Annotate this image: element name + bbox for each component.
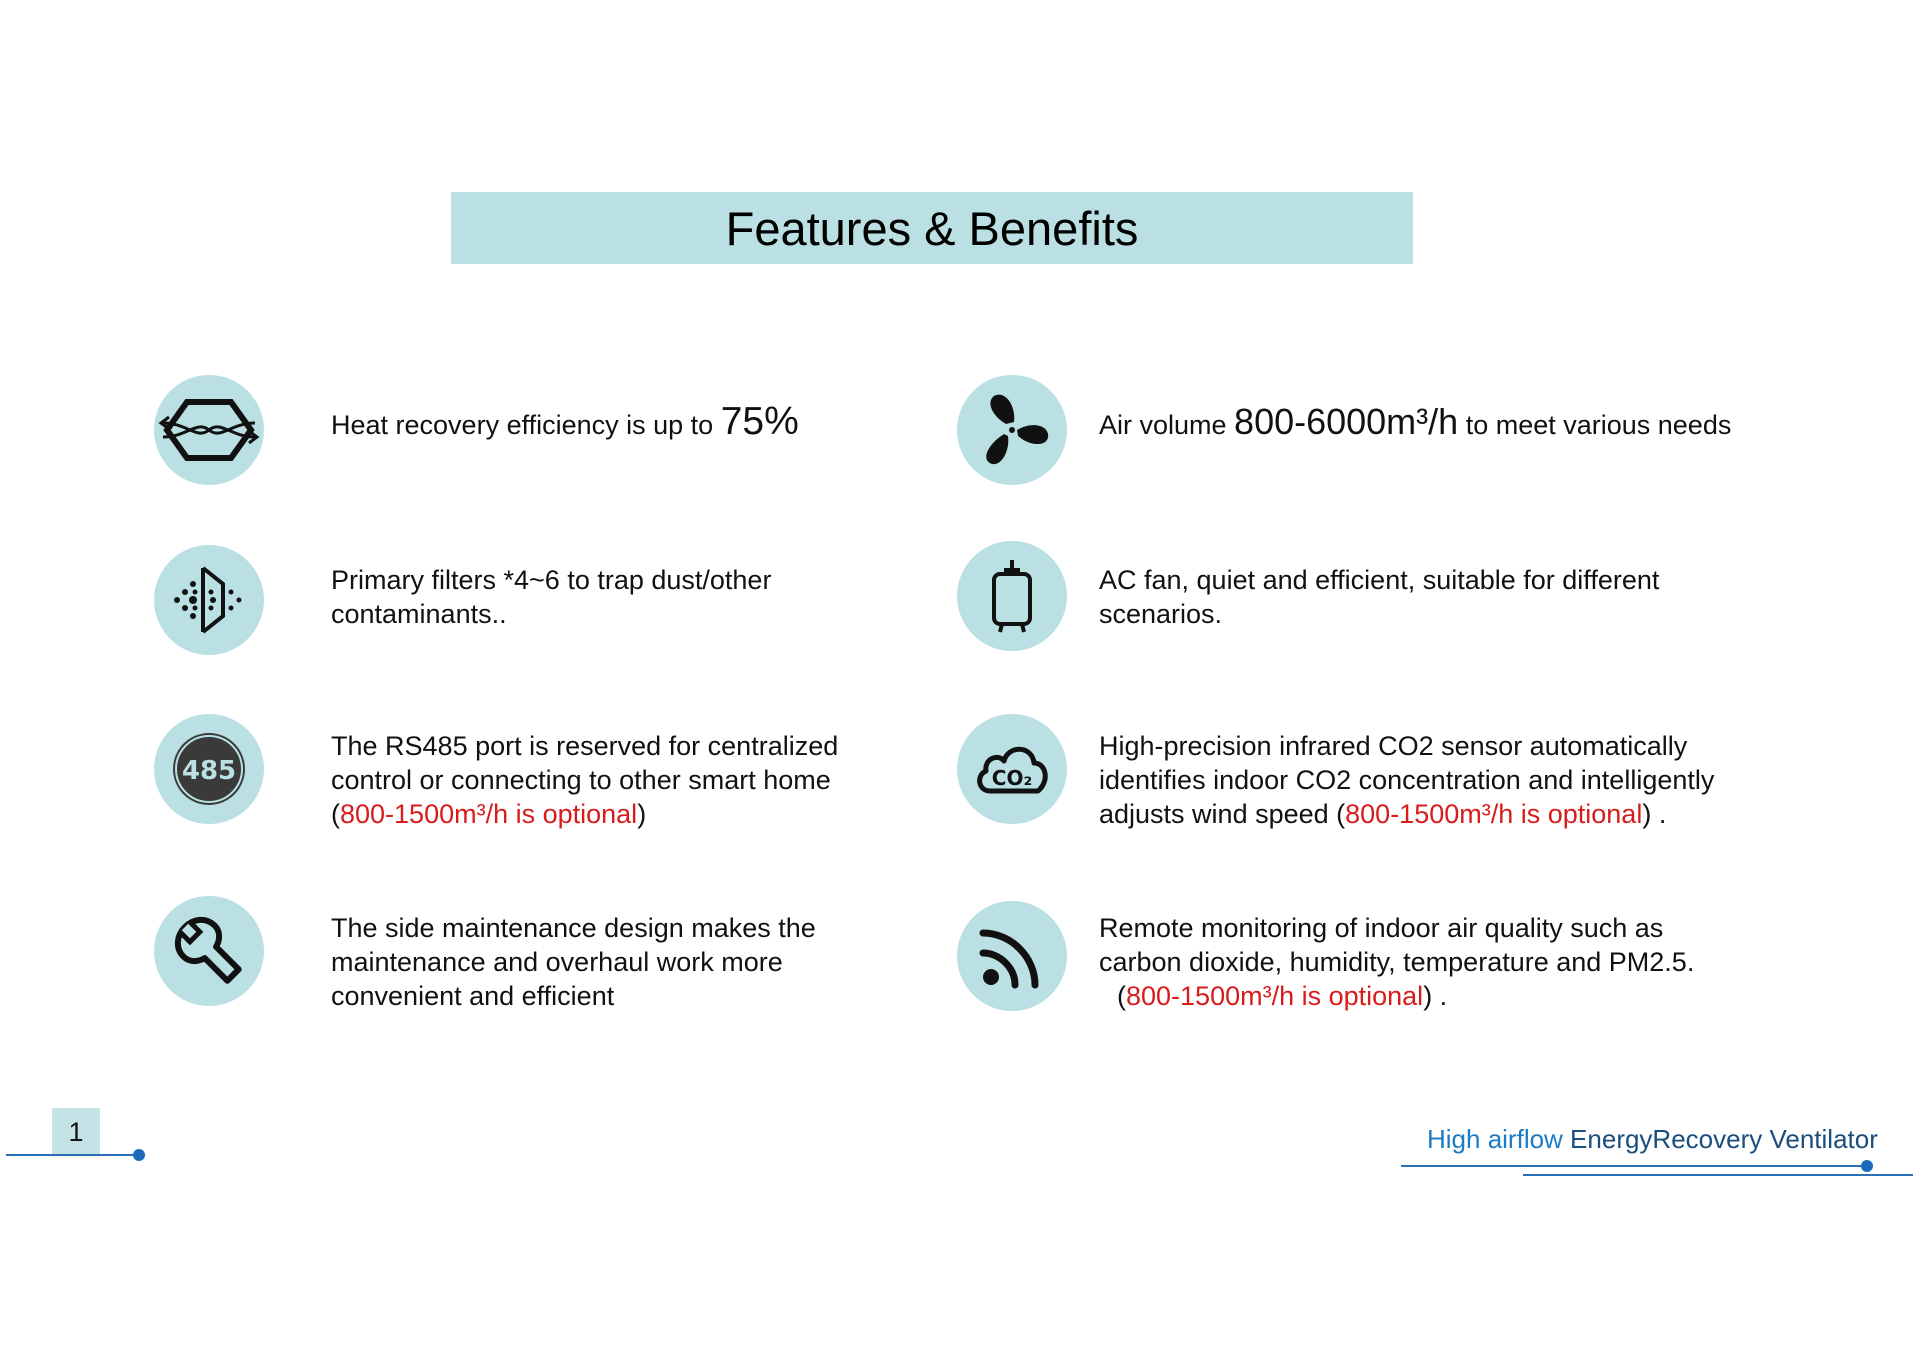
wrench-icon: [154, 896, 264, 1006]
feature-text: Heat recovery efficiency is up to 75%: [331, 400, 799, 443]
footer-line-left: [6, 1154, 140, 1156]
co2-cloud-icon: [957, 714, 1067, 824]
rs485-icon: [154, 714, 264, 824]
feature-text: Primary filters *4~6 to trap dust/other contaminants..: [331, 565, 772, 629]
page-number: 1: [52, 1108, 100, 1156]
footer-line-right: [1401, 1165, 1867, 1167]
filter-icon: [154, 545, 264, 655]
footer-line-right-lower: [1523, 1174, 1913, 1176]
page-title: Features & Benefits: [725, 201, 1139, 255]
optional-note: 800-1500m³/h is optional: [340, 799, 638, 829]
air-volume-value: 800-6000m³/h: [1234, 401, 1459, 442]
feature-text: Air volume 800-6000m³/h to meet various needs: [1099, 401, 1732, 442]
footer-dot-left: [133, 1149, 145, 1161]
feature-text: Remote monitoring of indoor air quality such as carbon dioxide, humidity, temperature and PM2.5. (800-1500m³/h is optional) .: [1099, 913, 1695, 1011]
optional-note: 800-1500m³/h is optional: [1126, 981, 1424, 1011]
footer-dot-right: [1861, 1160, 1873, 1172]
efficiency-value: 75%: [720, 400, 799, 443]
feature-text: The RS485 port is reserved for centralized control or connecting to other smart home (800-1500m³/h is optional): [331, 731, 839, 829]
optional-note: 800-1500m³/h is optional: [1345, 799, 1643, 829]
ac-fan-icon: [957, 541, 1067, 651]
wireless-signal-icon: [957, 901, 1067, 1011]
fan-icon: [957, 375, 1067, 485]
feature-text: High-precision infrared CO2 sensor automatically identifies indoor CO2 concentration and intelligently adjusts wind speed (800-1500m³/h is optional) .: [1099, 731, 1715, 829]
heat-exchanger-icon: [154, 375, 264, 485]
co2-icon-label: CO₂: [991, 766, 1033, 790]
feature-text: The side maintenance design makes the maintenance and overhaul work more convenient and efficient: [331, 913, 816, 1011]
feature-text: AC fan, quiet and efficient, suitable for different scenarios.: [1099, 565, 1660, 629]
title-banner: [451, 192, 1413, 264]
rs485-icon-label: 485: [181, 756, 237, 786]
product-name: High airflow EnergyRecovery Ventilator: [1427, 1124, 1878, 1154]
